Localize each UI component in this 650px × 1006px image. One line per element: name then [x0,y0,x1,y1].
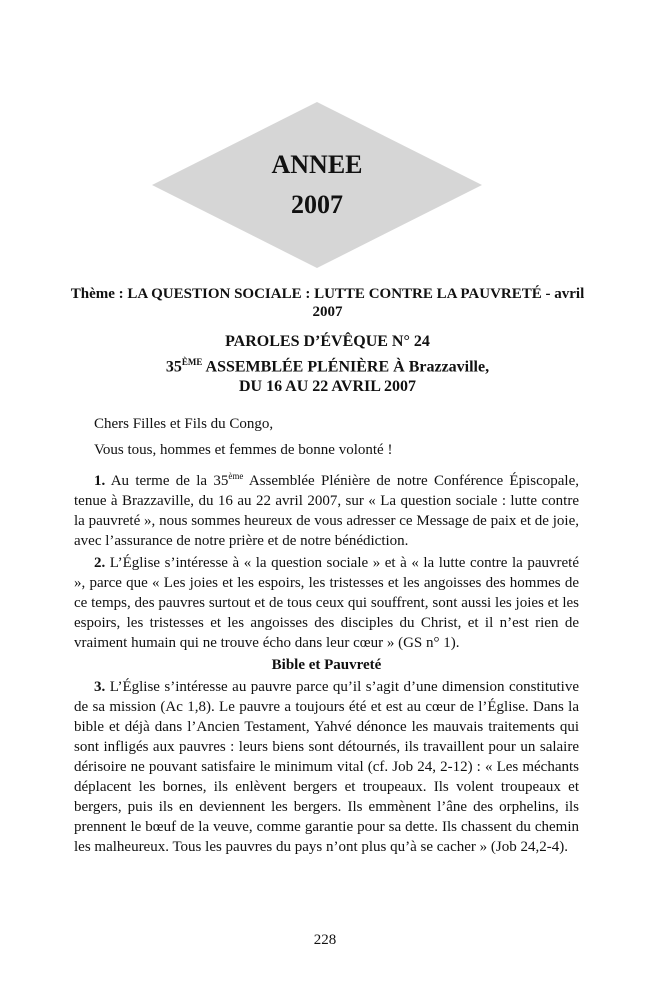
paragraph-1-sup: ème [228,471,244,481]
header-assembly-suffix: ÈME [181,357,203,367]
header-assembly-number: 35 [165,358,182,376]
year-badge [152,102,482,268]
salutation-2: Vous tous, hommes et femmes de bonne volonté ! [94,442,393,458]
badge-text [152,102,482,268]
badge-line-2: 2007 [291,190,343,219]
header-line-1: PAROLES D’ÉVÊQUE N° 24 [225,333,430,350]
header-assembly-text: ASSEMBLÉE PLÉNIÈRE À Brazzaville, [202,358,490,376]
document-header [60,332,595,397]
header-line-3: DU 16 AU 22 AVRIL 2007 [238,378,417,396]
paragraph-2-text: L’Église s’intéresse à « la question sociale » et à « la lutte contre la pauvreté », parce que « Les joies et les espoirs, les tristesses et les angoisses des hommes de ce temps, des pauvres surtout et de tous ceux qui souffrent, sont aussi les joies et les espoirs, les tristesses et les angoisses des disciples du Christ, et il n’est rien de vraiment humain qui ne trouve écho dans leur cœur » (GS n° 1). [74,555,579,651]
paragraph-2-number: 2. [94,555,106,571]
document-body [74,414,579,859]
header-line-2 [60,352,595,377]
paragraph-1-number: 1. [94,473,106,489]
paragraph-1-text: Assemblée Plénière de notre Conférence Épiscopale, tenue à Brazzaville, du 16 au 22 avril 2007, sur « La question sociale : lutte contre la pauvreté », nous sommes heureux de vous adresser ce Message de paix et de joie, avec l’assurance de notre prière et de notre bénédiction. [74,473,579,549]
theme-heading: Thème : LA QUESTION SOCIALE : LUTTE CONTRE LA PAUVRETÉ - avril 2007 [70,286,585,320]
section-title: Bible et Pauvreté [271,657,382,673]
paragraph-3 [74,677,579,857]
badge-line-1: ANNEE [271,150,363,179]
paragraph-3-number: 3. [94,679,106,695]
paragraph-1-pre: Au terme de la 35 [105,473,229,489]
salutation-1: Chers Filles et Fils du Congo, [94,416,274,432]
paragraph-2 [74,553,579,653]
page-number: 228 [313,932,337,948]
paragraph-1 [74,466,579,551]
paragraph-3-text: L’Église s’intéresse au pauvre parce qu’il s’agit d’une dimension constitutive de sa mission (Ac 1,8). Le pauvre a toujours été et est au cœur de l’Église. Dans la bible et déjà dans l’Ancien Testament, Yahvé dénonce les mauvais traitements qui sont infligés aux pauvres : leurs biens sont détournés, ils travaillent pour un salaire dérisoire ne pouvant satisfaire le minimum vital (cf. Job 24, 2-12) : « Les méchants déplacent les bornes, ils enlèvent bergers et troupeaux. Ils volent troupeaux et bergers, puis ils en deviennent les bergers. Ils emmènent l’âne des orphelins, ils prennent le bœuf de la veuve, comme garantie pour sa dette. Ils chassent du chemin les malheureux. Tous les pauvres du pays n’ont plus qu’à se cacher » (Job 24,2-4). [74,679,579,855]
